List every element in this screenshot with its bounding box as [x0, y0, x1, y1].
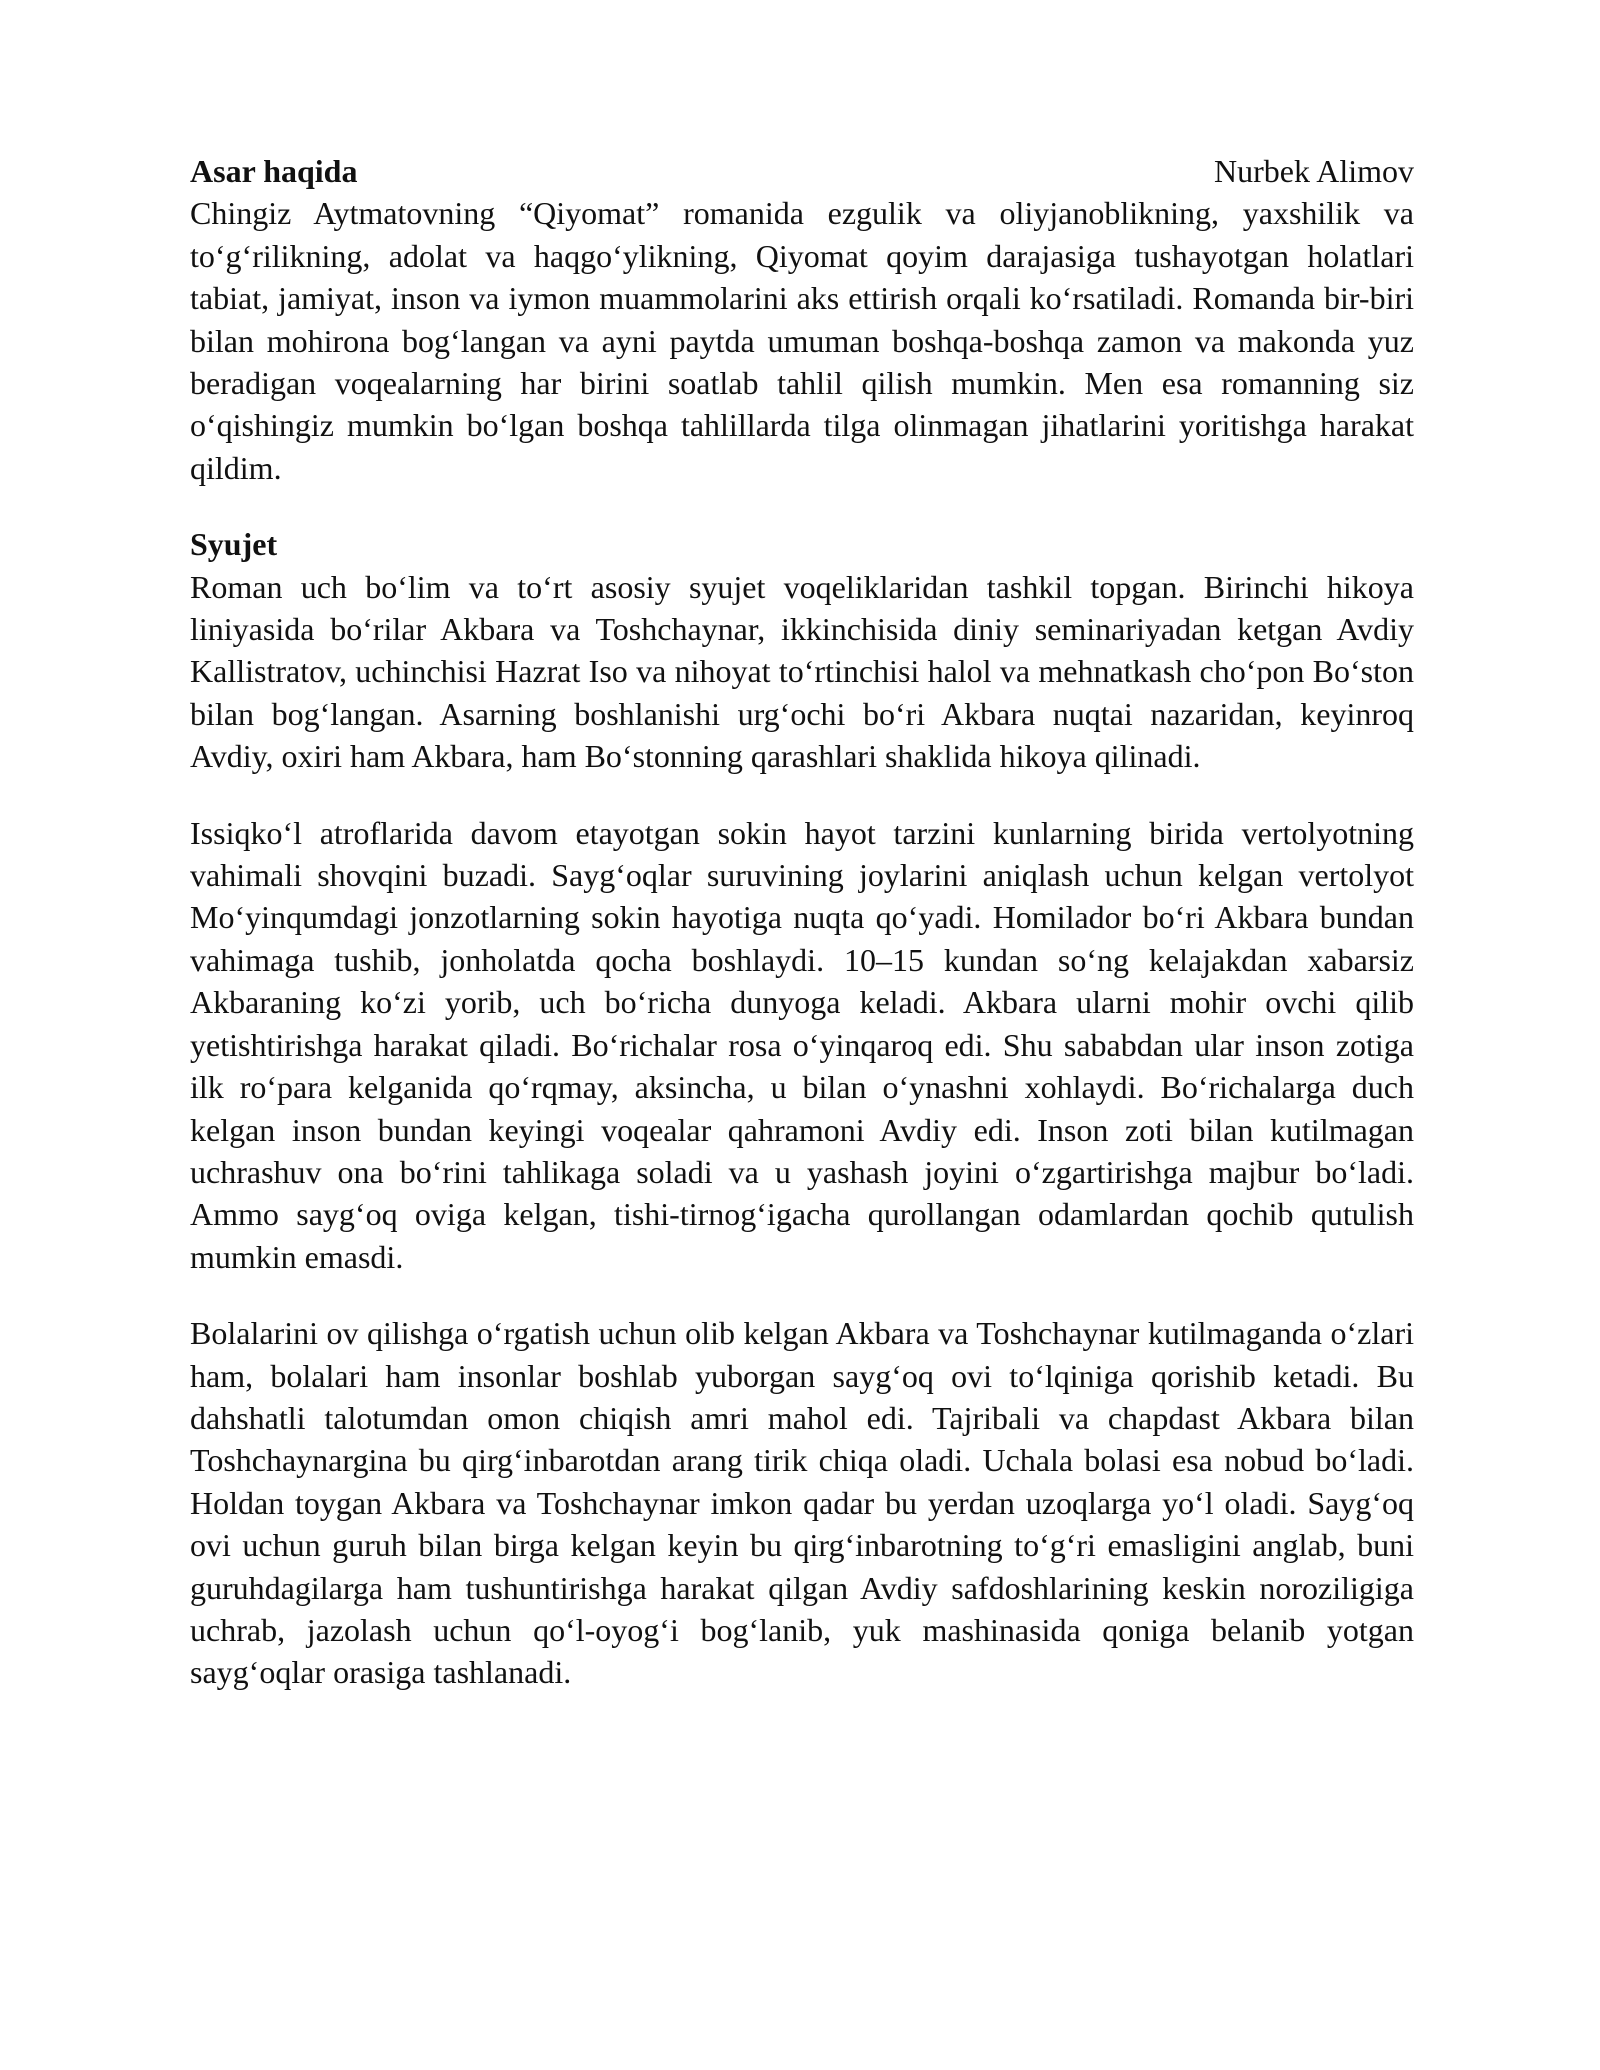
- paragraph-plot-1: Roman uch bo‘lim va to‘rt asosiy syujet voqeliklaridan tashkil topgan. Birinchi hikoya liniyasida bo‘rilar Akbara va Toshchaynar, ikkinchisida diniy seminariyadan ketgan Avdiy Kallistratov, uchinchisi Hazrat Iso va nihoyat to‘rtinchisi halol va mehnatkash cho‘pon Bo‘ston bilan bog‘langan. Asarning boshlanishi urg‘ochi bo‘ri Akbara nuqtai nazaridan, keyinroq Avdiy, oxiri ham Akbara, ham Bo‘stonning qarashlari shaklida hikoya qilinadi.: [190, 568, 1414, 775]
- section-heading-about: Asar haqida: [190, 153, 358, 189]
- author-name: Nurbek Alimov: [1214, 153, 1414, 189]
- paragraph-spacer: [190, 1278, 1414, 1312]
- section-spacer: [190, 489, 1414, 523]
- paragraph-about: Chingiz Aytmatovning “Qiyomat” romanida ezgulik va oliyjanoblikning, yaxshilik va to‘g‘rilikning, adolat va haqgo‘ylikning, Qiyomat qoyim darajasiga tushayotgan holatlari tabiat, jamiyat, inson va iymon muammolarini aks ettirish orqali ko‘rsatiladi. Romanda bir-biri bilan mohirona bog‘langan va ayni paytda umuman boshqa-boshqa zamon va makonda yuz beradigan voqealarning har birini soatlab tahlil qilish mumkin. Men esa romanning siz o‘qishingiz mumkin bo‘lgan boshqa tahlillarda tilga olinmagan jihatlarini yoritishga harakat qildim.: [190, 195, 1414, 486]
- paragraph-plot-2: Issiqko‘l atroflarida davom etayotgan sokin hayot tarzini kunlarning birida vertolyotning vahimali shovqini buzadi. Sayg‘oqlar suruvining joylarini aniqlash uchun kelgan vertolyot Mo‘yinqumdagi jonzotlarning sokin hayotiga nuqta qo‘yadi. Homilador bo‘ri Akbara bundan vahimaga tushib, jonholatda qocha boshlaydi. 10–15 kundan so‘ng kelajakdan xabarsiz Akbaraning ko‘zi yorib, uch bo‘richa dunyoga keladi. Akbara ularni mohir ovchi qilib yetishtirishga harakat qiladi. Bo‘richalar rosa o‘yinqaroq edi. Shu sababdan ular inson zotiga ilk ro‘para kelganida qo‘rqmay, aksincha, u bilan o‘ynashni xohlaydi. Bo‘richalarga duch kelgan inson bundan keyingi voqealar qahramoni Avdiy edi. Inson zoti bilan kutilmagan uchrashuv ona bo‘rini tahlikaga soladi va u yashash joyini o‘zgartirishga majbur bo‘ladi. Ammo sayg‘oq oviga kelgan, tishi-tirnog‘igacha qurollangan odamlardan qochib qutulish mumkin emasdi.: [190, 814, 1414, 1275]
- document-header: [190, 150, 1414, 192]
- section-heading-plot: Syujet: [190, 526, 278, 563]
- document-page: [190, 150, 1414, 1694]
- paragraph-spacer: [190, 778, 1414, 812]
- paragraph-plot-3: Bolalarini ov qilishga o‘rgatish uchun olib kelgan Akbara va Toshchaynar kutilmaganda o‘zlari ham, bolalari ham insonlar boshlab yuborgan sayg‘oq ovi to‘lqiniga qorishib ketadi. Bu dahshatli talotumdan omon chiqish amri mahol edi. Tajribali va chapdast Akbara bilan Toshchaynargina bu qirg‘inbarotdan arang tirik chiqa oladi. Uchala bolasi esa nobud bo‘ladi. Holdan toygan Akbara va Toshchaynar imkon qadar bu yerdan uzoqlarga yo‘l oladi. Sayg‘oq ovi uchun guruh bilan birga kelgan keyin bu qirg‘inbarotning to‘g‘ri emasligini anglab, buni guruhdagilarga ham tushuntirishga harakat qilgan Avdiy safdoshlarining keskin noroziligiga uchrab, jazolash uchun qo‘l-oyog‘i bog‘lanib, yuk mashinasida qoniga belanib yotgan sayg‘oqlar orasiga tashlanadi.: [190, 1315, 1414, 1691]
